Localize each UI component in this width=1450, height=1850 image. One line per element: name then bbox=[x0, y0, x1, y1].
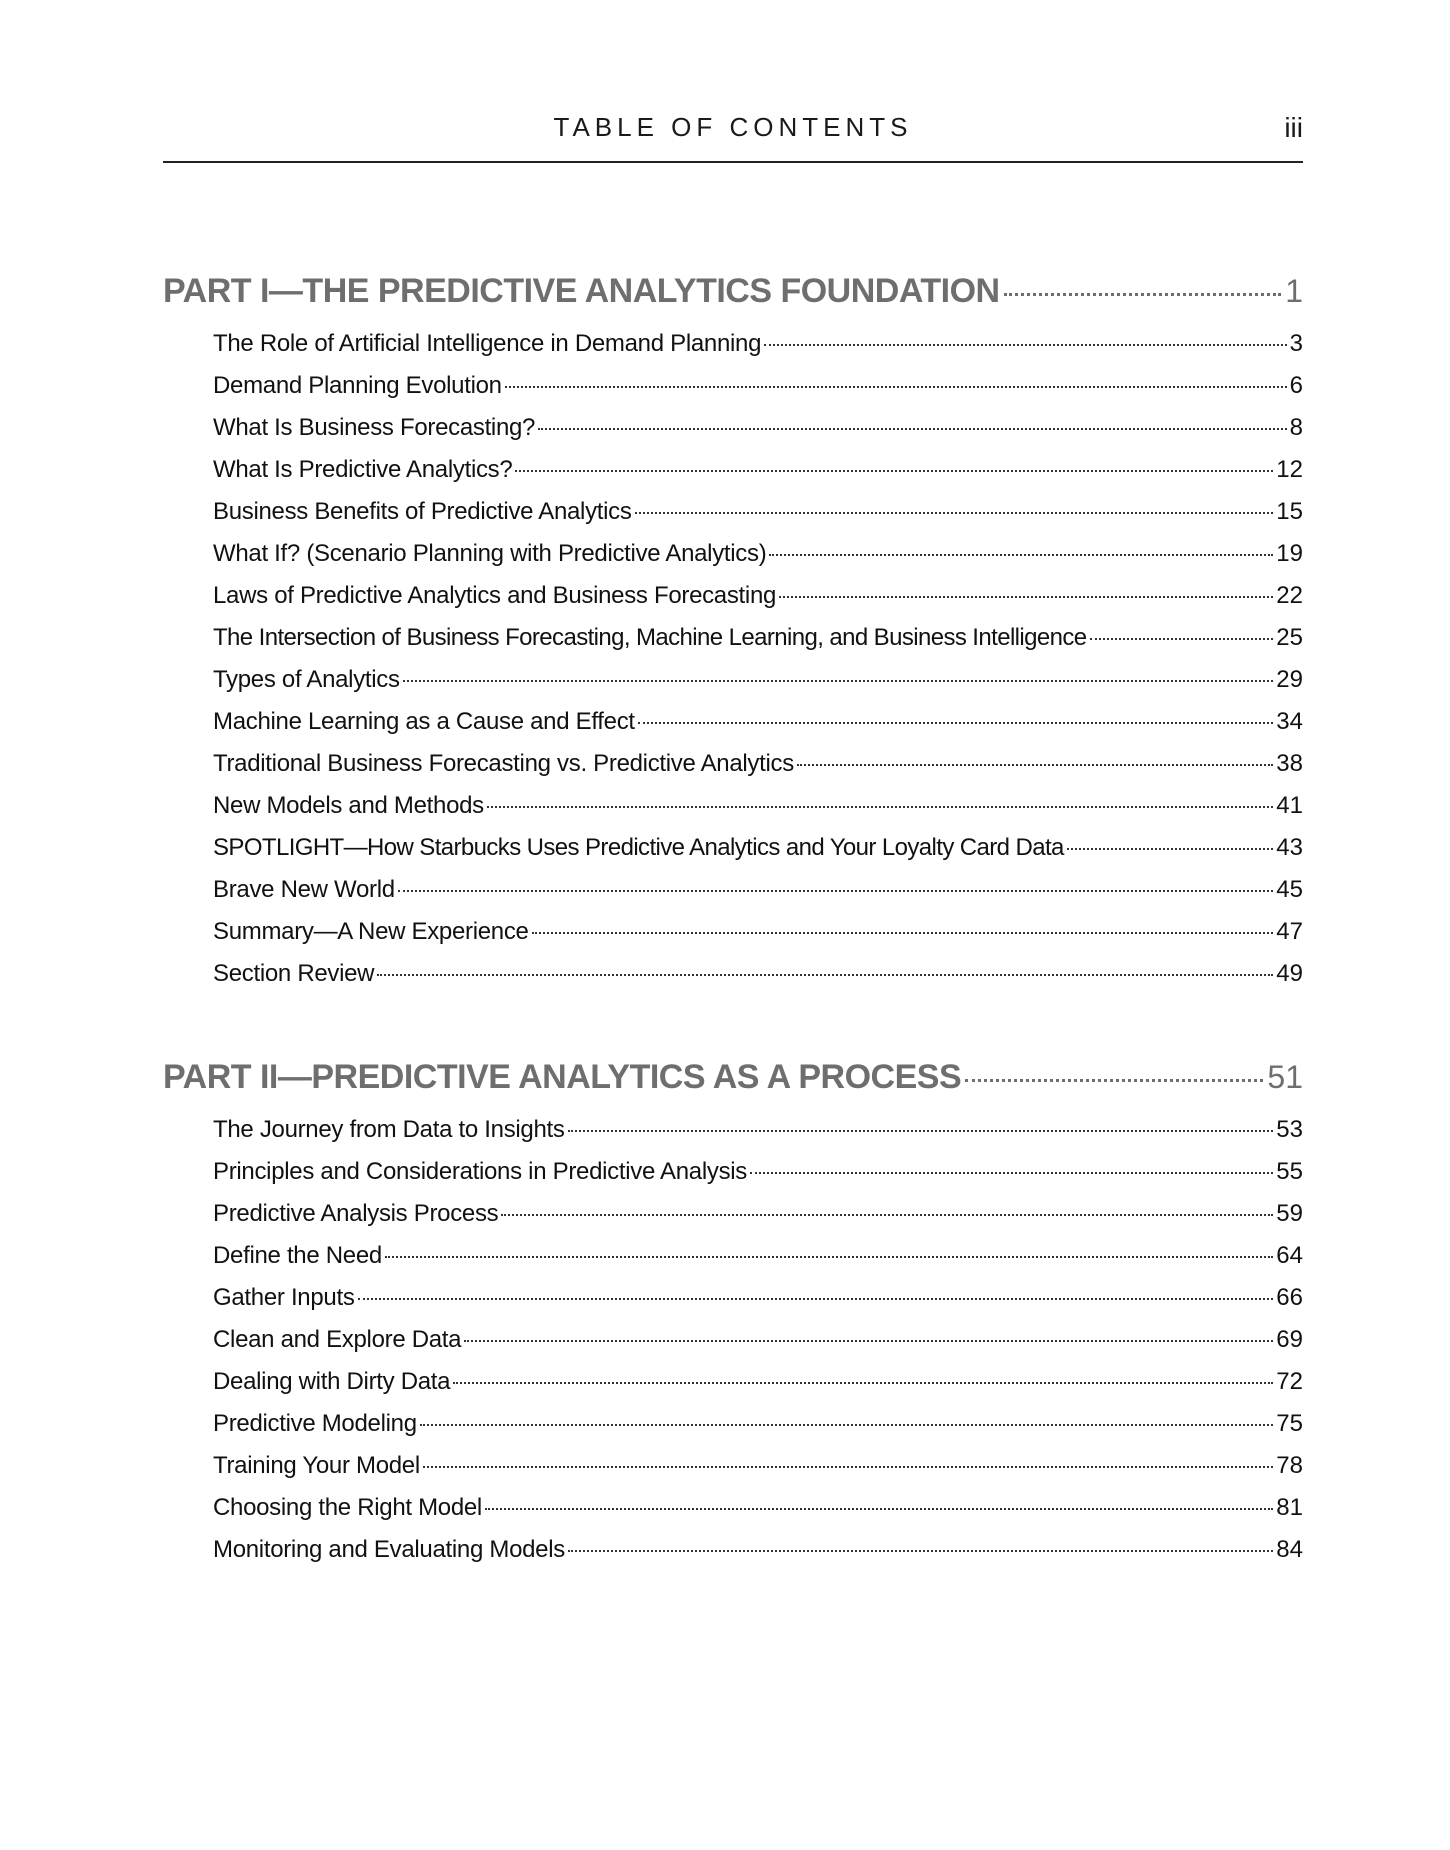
entry-page: 55 bbox=[1276, 1158, 1303, 1185]
entry-title: Traditional Business Forecasting vs. Predictive Analytics bbox=[213, 750, 794, 777]
toc-entry[interactable] bbox=[213, 1452, 1303, 1494]
entry-title: Machine Learning as a Cause and Effect bbox=[213, 708, 635, 735]
dot-leader bbox=[487, 806, 1273, 808]
dot-leader bbox=[464, 1340, 1273, 1342]
entry-page: 12 bbox=[1276, 456, 1303, 483]
dot-leader bbox=[635, 512, 1274, 514]
entry-title: The Role of Artificial Intelligence in Demand Planning bbox=[213, 330, 762, 357]
entry-page: 81 bbox=[1276, 1494, 1303, 1521]
entry-title: Define the Need bbox=[213, 1242, 382, 1269]
dot-leader bbox=[423, 1466, 1273, 1468]
entry-page: 29 bbox=[1276, 666, 1303, 693]
toc-entry[interactable] bbox=[213, 876, 1303, 918]
entry-title: Choosing the Right Model bbox=[213, 1494, 482, 1521]
dot-leader bbox=[515, 470, 1273, 472]
toc-entry[interactable] bbox=[213, 1158, 1303, 1200]
toc-entry[interactable] bbox=[213, 792, 1303, 834]
entry-title: Training Your Model bbox=[213, 1452, 420, 1479]
entry-title: Predictive Modeling bbox=[213, 1410, 417, 1437]
entry-page: 64 bbox=[1276, 1242, 1303, 1269]
entry-page: 34 bbox=[1276, 708, 1303, 735]
entry-page: 41 bbox=[1276, 792, 1303, 819]
part-entries bbox=[163, 330, 1303, 1002]
entry-title: SPOTLIGHT—How Starbucks Uses Predictive Analytics and Your Loyalty Card Data bbox=[213, 834, 1064, 861]
entry-title: Dealing with Dirty Data bbox=[213, 1368, 451, 1395]
entry-page: 53 bbox=[1276, 1116, 1303, 1143]
entry-page: 69 bbox=[1276, 1326, 1303, 1353]
entry-title: Business Benefits of Predictive Analytics bbox=[213, 498, 632, 525]
part-entries bbox=[163, 1116, 1303, 1578]
header-rule bbox=[163, 161, 1303, 163]
part-heading[interactable] bbox=[163, 272, 1303, 330]
entry-page: 45 bbox=[1276, 876, 1303, 903]
toc-entry[interactable] bbox=[213, 540, 1303, 582]
toc-entry[interactable] bbox=[213, 1494, 1303, 1536]
entry-page: 47 bbox=[1276, 918, 1303, 945]
toc-entry[interactable] bbox=[213, 372, 1303, 414]
running-title: TABLE OF CONTENTS bbox=[553, 112, 913, 142]
toc-entry[interactable] bbox=[213, 1536, 1303, 1578]
entry-page: 72 bbox=[1276, 1368, 1303, 1395]
dot-leader bbox=[538, 428, 1287, 430]
running-header bbox=[163, 112, 1303, 162]
entry-title: Section Review bbox=[213, 960, 375, 987]
entry-title: What Is Business Forecasting? bbox=[213, 414, 536, 441]
entry-page: 38 bbox=[1276, 750, 1303, 777]
toc-entry[interactable] bbox=[213, 708, 1303, 750]
dot-leader bbox=[568, 1550, 1273, 1552]
entry-title: What Is Predictive Analytics? bbox=[213, 456, 513, 483]
entry-title: Summary—A New Experience bbox=[213, 918, 529, 945]
entry-page: 75 bbox=[1276, 1410, 1303, 1437]
entry-title: Types of Analytics bbox=[213, 666, 400, 693]
entry-page: 19 bbox=[1276, 540, 1303, 567]
toc-part-1 bbox=[163, 272, 1303, 1002]
dot-leader bbox=[750, 1172, 1273, 1174]
toc-entry[interactable] bbox=[213, 456, 1303, 498]
toc-entry[interactable] bbox=[213, 624, 1303, 666]
dot-leader bbox=[769, 554, 1273, 556]
entry-title: The Journey from Data to Insights bbox=[213, 1116, 565, 1143]
entry-page: 6 bbox=[1289, 372, 1303, 399]
toc-entry[interactable] bbox=[213, 498, 1303, 540]
entry-page: 59 bbox=[1276, 1200, 1303, 1227]
toc-entry[interactable] bbox=[213, 1368, 1303, 1410]
dot-leader bbox=[764, 344, 1287, 346]
part-page: 1 bbox=[1285, 273, 1303, 309]
dot-leader bbox=[501, 1214, 1273, 1216]
dot-leader bbox=[453, 1382, 1273, 1384]
dot-leader bbox=[797, 764, 1273, 766]
entry-title: Laws of Predictive Analytics and Business Forecasting bbox=[213, 582, 777, 609]
entry-title: Principles and Considerations in Predictive Analysis bbox=[213, 1158, 748, 1185]
dot-leader bbox=[1067, 848, 1274, 850]
dot-leader bbox=[377, 974, 1273, 976]
dot-leader bbox=[420, 1424, 1274, 1426]
entry-page: 49 bbox=[1276, 960, 1303, 987]
dot-leader bbox=[403, 680, 1274, 682]
entry-title: The Intersection of Business Forecasting, Machine Learning, and Business Intelligence bbox=[213, 624, 1087, 651]
entry-page: 25 bbox=[1276, 624, 1303, 651]
dot-leader bbox=[385, 1256, 1273, 1258]
entry-page: 43 bbox=[1276, 834, 1303, 861]
toc-entry[interactable] bbox=[213, 918, 1303, 960]
dot-leader bbox=[965, 1079, 1263, 1082]
dot-leader bbox=[532, 932, 1274, 934]
toc-entry[interactable] bbox=[213, 666, 1303, 708]
toc-entry[interactable] bbox=[213, 1116, 1303, 1158]
toc-part-2 bbox=[163, 1058, 1303, 1578]
part-title: PART II—PREDICTIVE ANALYTICS AS A PROCESS bbox=[163, 1058, 962, 1096]
entry-title: New Models and Methods bbox=[213, 792, 484, 819]
entry-title: Brave New World bbox=[213, 876, 395, 903]
toc-entry[interactable] bbox=[213, 1200, 1303, 1242]
entry-page: 3 bbox=[1289, 330, 1303, 357]
dot-leader bbox=[505, 386, 1287, 388]
dot-leader bbox=[638, 722, 1274, 724]
part-heading[interactable] bbox=[163, 1058, 1303, 1116]
entry-title: Clean and Explore Data bbox=[213, 1326, 462, 1353]
toc-entry[interactable] bbox=[213, 330, 1303, 372]
dot-leader bbox=[568, 1130, 1274, 1132]
entry-title: Gather Inputs bbox=[213, 1284, 355, 1311]
entry-title: What If? (Scenario Planning with Predictive Analytics) bbox=[213, 540, 767, 567]
toc-entry[interactable] bbox=[213, 1326, 1303, 1368]
dot-leader bbox=[485, 1508, 1273, 1510]
page-number: iii bbox=[1284, 112, 1303, 143]
toc-entry[interactable] bbox=[213, 1284, 1303, 1326]
toc-entry[interactable] bbox=[213, 1242, 1303, 1284]
dot-leader bbox=[1090, 638, 1274, 640]
part-title: PART I—THE PREDICTIVE ANALYTICS FOUNDATION bbox=[163, 272, 1000, 310]
entry-title: Predictive Analysis Process bbox=[213, 1200, 499, 1227]
toc-entry[interactable] bbox=[213, 834, 1303, 876]
entry-title: Monitoring and Evaluating Models bbox=[213, 1536, 565, 1563]
part-page: 51 bbox=[1267, 1059, 1303, 1095]
toc-entry[interactable] bbox=[213, 750, 1303, 792]
dot-leader bbox=[779, 596, 1273, 598]
entry-page: 66 bbox=[1276, 1284, 1303, 1311]
dot-leader bbox=[1004, 293, 1282, 296]
entry-title: Demand Planning Evolution bbox=[213, 372, 502, 399]
entry-page: 84 bbox=[1276, 1536, 1303, 1563]
toc-entry[interactable] bbox=[213, 414, 1303, 456]
entry-page: 8 bbox=[1289, 414, 1303, 441]
entry-page: 22 bbox=[1276, 582, 1303, 609]
toc-entry[interactable] bbox=[213, 1410, 1303, 1452]
toc-entry[interactable] bbox=[213, 582, 1303, 624]
toc-entry[interactable] bbox=[213, 960, 1303, 1002]
dot-leader bbox=[398, 890, 1274, 892]
dot-leader bbox=[358, 1298, 1274, 1300]
entry-page: 78 bbox=[1276, 1452, 1303, 1479]
entry-page: 15 bbox=[1276, 498, 1303, 525]
